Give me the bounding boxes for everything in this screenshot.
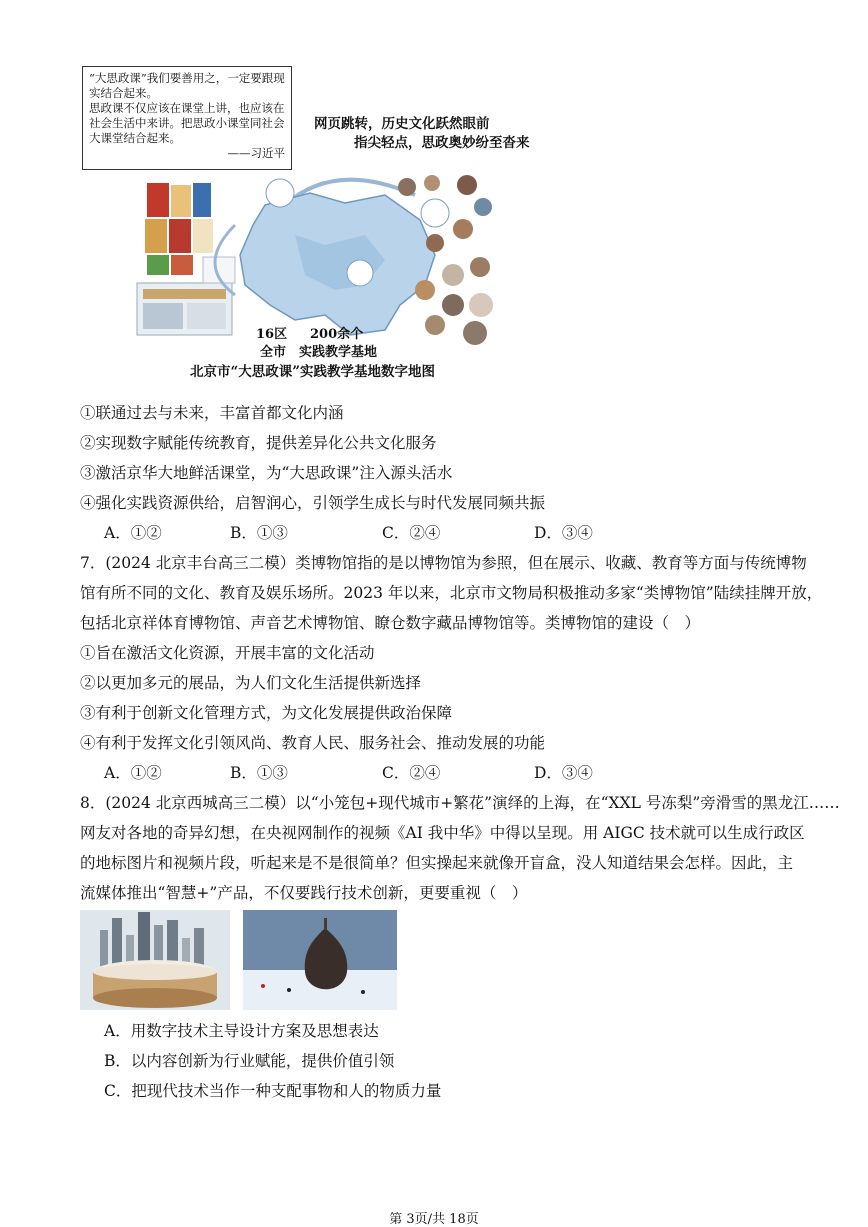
figure-slogan: 网页跳转，历史文化跃然眼前: [314, 116, 490, 132]
q6-option-c[interactable]: C．②④: [382, 524, 441, 542]
q6-option-a[interactable]: A．①②: [104, 524, 162, 542]
figure-slogan: 指尖轻点，思政奥妙纷至沓来: [354, 135, 530, 151]
q6-statement: ①联通过去与未来，丰富首都文化内涵: [80, 404, 344, 422]
figure-caption: 北京市“大思政课”实践教学基地数字地图: [190, 364, 436, 380]
q6-statement: ②实现数字赋能传统教育，提供差异化公共文化服务: [80, 434, 437, 452]
stat-bases: 200余个: [310, 327, 364, 342]
page-footer: 第 3页/共 18页: [389, 1212, 479, 1227]
quote-line: “大思政课”我们要善用之，一定要跟现实结合起来。: [89, 71, 285, 100]
q8-option-c[interactable]: C．把现代技术当作一种支配事物和人的物质力量: [104, 1082, 442, 1100]
quote-signature: ——习近平: [227, 146, 285, 160]
q6-option-d[interactable]: D．③④: [534, 524, 593, 542]
q8-option-a[interactable]: A．用数字技术主导设计方案及思想表达: [104, 1022, 379, 1040]
q7-stem-line: 7．(2024 北京丰台高三二模）类博物馆指的是以博物馆为参照，但在展示、收藏、教育等方面与传统博物: [80, 554, 807, 572]
q7-statement: ②以更加多元的展品，为人们文化生活提供新选择: [80, 674, 422, 692]
q7-option-b[interactable]: B．①③: [230, 764, 288, 782]
q8-stem-line: 的地标图片和视频片段，听起来是不是很简单？但实操起来就像开盲盒，没人知道结果会怎样。因此，主: [80, 854, 794, 872]
q8-stem-line: 流媒体推出“智慧+”产品，不仅要践行技术创新，更要重视（ ）: [80, 884, 528, 902]
stat-districts: 16区: [256, 327, 288, 342]
q6-statement: ③激活京华大地鲜活课堂，为“大思政课”注入源头活水: [80, 464, 453, 482]
xiaolongbao-city-image: [80, 910, 230, 1010]
q7-statement: ③有利于创新文化管理方式，为文化发展提供政治保障: [80, 704, 453, 722]
q7-statement: ④有利于发挥文化引领风尚、教育人民、服务社会、推动发展的功能: [80, 734, 546, 752]
q8-stem-line: 网友对各地的奇异幻想，在央视网制作的视频《AI 我中华》中得以呈现。用 AIGC 技术就可以生成行政区: [80, 824, 805, 842]
q8-stem-line: 8．(2024 北京西城高三二模）以“小笼包+现代城市+繁花”演绎的上海，在“XXL 号冻梨”旁滑雪的黑龙江……: [80, 794, 840, 812]
q6-option-b[interactable]: B．①③: [230, 524, 288, 542]
quote-line: 思政课不仅应该在课堂上讲，也应该在社会生活中来讲。把思政小课堂同社会大课堂结合起来。: [89, 101, 285, 145]
q7-option-a[interactable]: A．①②: [104, 764, 162, 782]
q7-stem-line: 馆有所不同的文化、教育及娱乐场所。2023 年以来，北京市文物局积极推动多家“类博物馆”陆续挂牌开放，: [80, 584, 823, 602]
frozen-pear-image: [243, 910, 397, 1010]
q7-option-d[interactable]: D．③④: [534, 764, 593, 782]
q6-statement: ④强化实践资源供给，启智润心，引领学生成长与时代发展同频共振: [80, 494, 546, 512]
q7-statement: ①旨在激活文化资源，开展丰富的文化活动: [80, 644, 375, 662]
q8-option-b[interactable]: B．以内容创新为行业赋能，提供价值引领: [104, 1052, 395, 1070]
q7-stem-line: 包括北京祥体育博物馆、声音艺术博物馆、瞭仓数字藏品博物馆等。类博物馆的建设（ ）: [80, 614, 701, 632]
q7-option-c[interactable]: C．②④: [382, 764, 441, 782]
quote-box: [82, 66, 292, 170]
stat-city-bases: 全市 实践教学基地: [260, 345, 378, 360]
